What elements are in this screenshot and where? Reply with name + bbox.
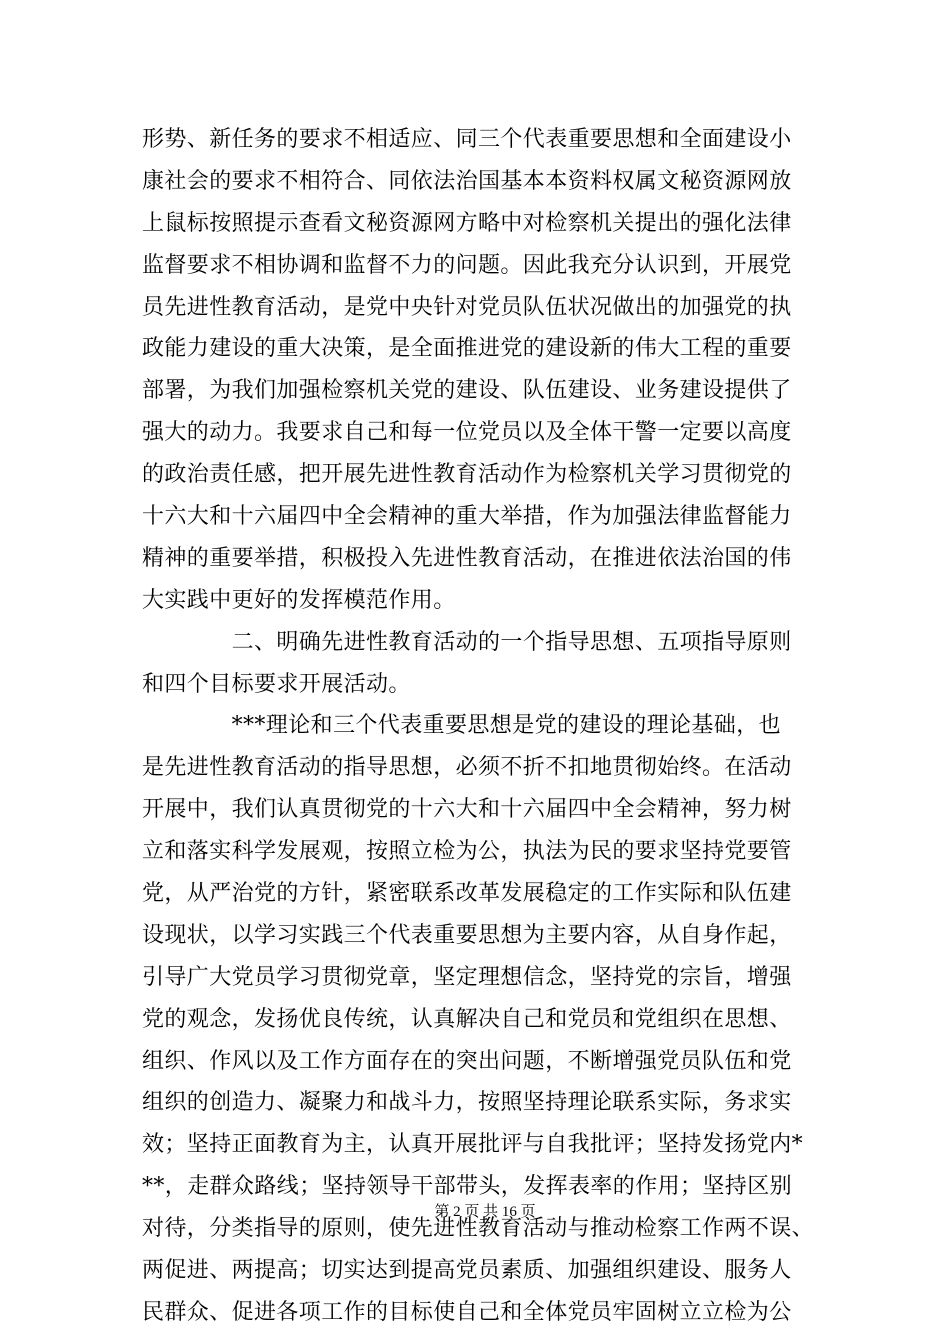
section-heading-line: 二、明确先进性教育活动的一个指导思想、五项指导原则 <box>142 629 792 655</box>
text-line: 十六大和十六届四中全会精神的重大举措，作为加强法律监督能力 <box>142 504 792 530</box>
text-line: 党的观念，发扬优良传统，认真解决自己和党员和党组织在思想、 <box>142 1006 792 1032</box>
text-line: 立和落实科学发展观，按照立检为公，执法为民的要求坚持党要管 <box>142 839 792 865</box>
text-line: 效；坚持正面教育为主，认真开展批评与自我批评；坚持发扬党内* <box>142 1132 804 1158</box>
text-line: 开展中，我们认真贯彻党的十六大和十六届四中全会精神，努力树 <box>142 797 792 823</box>
text-line: **，走群众路线；坚持领导干部带头，发挥表率的作用；坚持区别 <box>142 1174 793 1200</box>
text-line: 康社会的要求不相符合、同依法治国基本本资料权属文秘资源网放 <box>142 168 792 194</box>
text-line: 部署，为我们加强检察机关党的建设、队伍建设、业务建设提供了 <box>142 378 792 404</box>
text-line: ***理论和三个代表重要思想是党的建设的理论基础，也 <box>142 713 782 739</box>
text-line: 两促进、两提高；切实达到提高党员素质、加强组织建设、服务人 <box>142 1258 792 1284</box>
text-line: 精神的重要举措，积极投入先进性教育活动，在推进依法治国的伟 <box>142 545 792 571</box>
text-line: 上鼠标按照提示查看文秘资源网方略中对检察机关提出的强化法律 <box>142 210 792 236</box>
text-line: 大实践中更好的发挥模范作用。 <box>142 587 456 613</box>
section-heading-line: 和四个目标要求开展活动。 <box>142 671 411 697</box>
text-line: 组织、作风以及工作方面存在的突出问题，不断增强党员队伍和党 <box>142 1048 792 1074</box>
text-line: 党，从严治党的方针，紧密联系改革发展稳定的工作实际和队伍建 <box>142 881 792 907</box>
text-line: 员先进性教育活动，是党中央针对党员队伍状况做出的加强党的执 <box>142 294 792 320</box>
body-text <box>142 119 822 1334</box>
text-line: 设现状，以学习实践三个代表重要思想为主要内容，从自身作起， <box>142 922 792 948</box>
text-line: 强大的动力。我要求自己和每一位党员以及全体干警一定要以高度 <box>142 420 792 446</box>
text-line: 组织的创造力、凝聚力和战斗力，按照坚持理论联系实际，务求实 <box>142 1090 792 1116</box>
page-number-footer: 第 2 页 共 16 页 <box>434 1204 536 1220</box>
text-line: 民群众、促进各项工作的目标使自己和全体党员牢固树立立检为公 <box>142 1299 792 1325</box>
text-line: 监督要求不相协调和监督不力的问题。因此我充分认识到，开展党 <box>142 252 792 278</box>
text-line: 的政治责任感，把开展先进性教育活动作为检察机关学习贯彻党的 <box>142 462 792 488</box>
text-line: 是先进性教育活动的指导思想，必须不折不扣地贯彻始终。在活动 <box>142 755 792 781</box>
text-line: 引导广大党员学习贯彻党章，坚定理想信念，坚持党的宗旨，增强 <box>142 964 792 990</box>
text-line: 政能力建设的重大决策，是全面推进党的建设新的伟大工程的重要 <box>142 336 792 362</box>
text-line: 形势、新任务的要求不相适应、同三个代表重要思想和全面建设小 <box>142 127 792 152</box>
text-line: 对待，分类指导的原则，使先进性教育活动与推动检察工作两不误、 <box>142 1216 815 1242</box>
